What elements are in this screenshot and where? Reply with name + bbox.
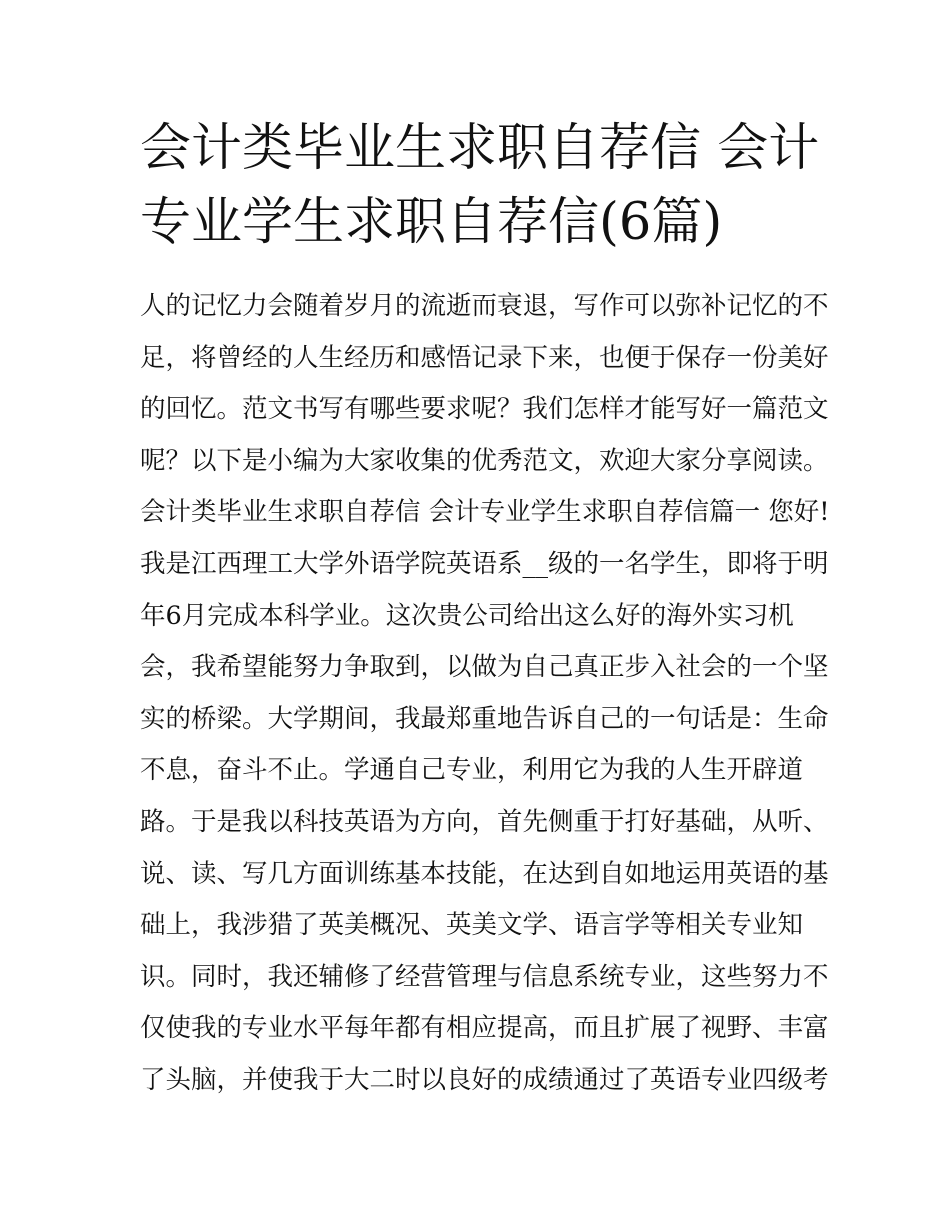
- body-line: 年6月完成本科学业。这次贵公司给出这么好的海外实习机: [140, 600, 794, 631]
- body-line: 会，我希望能努力争取到，以做为自己真正步入社会的一个坚: [140, 652, 829, 683]
- body-line: 路。于是我以科技英语为方向，首先侧重于打好基础，从听、: [140, 806, 829, 837]
- body-line: 足，将曾经的人生经历和感悟记录下来，也便于保存一份美好: [140, 342, 829, 373]
- body-line: 我是江西理工大学外语学院英语系__级的一名学生，即将于明: [140, 548, 829, 579]
- body-line: 说、读、写几方面训练基本技能，在达到自如地运用英语的基: [140, 858, 829, 889]
- body-line: 会计类毕业生求职自荐信 会计专业学生求职自荐信篇一 您好!: [140, 497, 830, 528]
- title-line: 会计类毕业生求职自荐信 会计: [140, 119, 820, 178]
- body-line: 识。同时，我还辅修了经营管理与信息系统专业，这些努力不: [140, 961, 829, 992]
- body-line: 人的记忆力会随着岁月的流逝而衰退，写作可以弥补记忆的不: [140, 291, 829, 321]
- document-body: [140, 281, 830, 1107]
- body-line: 础上，我涉猎了英美概况、英美文学、语言学等相关专业知: [140, 910, 804, 941]
- body-line: 的回忆。范文书写有哪些要求呢？我们怎样才能写好一篇范文: [140, 394, 829, 425]
- body-line: 实的桥梁。大学期间，我最郑重地告诉自己的一句话是：生命: [140, 703, 829, 734]
- body-line: 了头脑，并使我于大二时以良好的成绩通过了英语专业四级考: [140, 1064, 829, 1095]
- title-line: 专业学生求职自荐信(6篇): [140, 193, 723, 252]
- body-line: 仅使我的专业水平每年都有相应提高，而且扩展了视野、丰富: [140, 1013, 829, 1044]
- document-title: [140, 112, 820, 260]
- body-line: 不息，奋斗不止。学通自己专业，利用它为我的人生开辟道: [140, 755, 804, 786]
- body-line: 呢？以下是小编为大家收集的优秀范文，欢迎大家分享阅读。: [140, 445, 829, 476]
